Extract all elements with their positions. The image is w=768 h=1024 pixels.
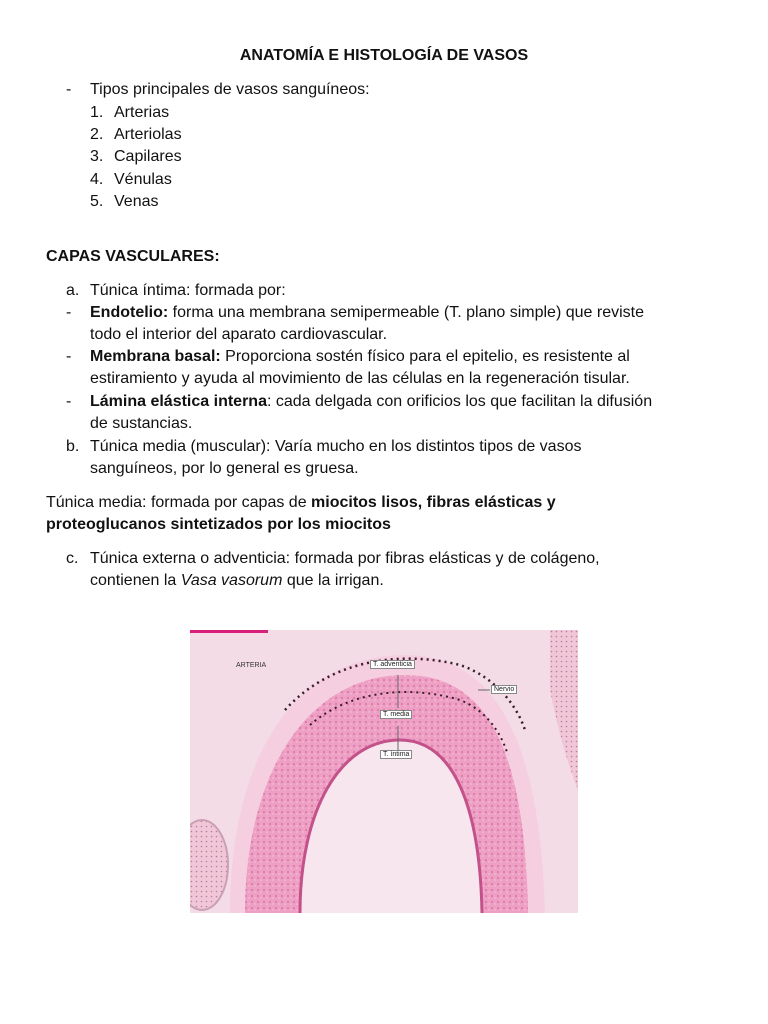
list-dash: - xyxy=(66,348,72,365)
vessel-type-item: Capilares xyxy=(114,148,182,165)
intima-item-membrana-basal xyxy=(90,346,630,368)
label-arteria: ARTERIA xyxy=(236,662,267,669)
label-media: T. media xyxy=(380,710,412,719)
intima-item-continuation: estiramiento y ayuda al movimiento de las células en la regeneración tisular. xyxy=(90,370,630,387)
intima-item-continuation: todo el interior del aparato cardiovascular. xyxy=(90,326,388,343)
intima-item-endotelio xyxy=(90,302,644,324)
externa-text-continuation xyxy=(90,570,384,592)
vessel-type-item: Arterias xyxy=(114,104,170,121)
term: Lámina elástica interna xyxy=(90,393,267,410)
list-marker: b. xyxy=(66,438,80,455)
intima-heading: Túnica íntima: formada por: xyxy=(90,282,286,299)
definition: Proporciona sostén físico para el epitelio, es resistente al xyxy=(220,348,630,365)
definition: : cada delgada con orificios los que facilitan la difusión xyxy=(266,393,653,410)
definition: forma una membrana semipermeable (T. plano simple) que reviste xyxy=(168,304,644,321)
externa-text: Túnica externa o adventicia: formada por fibras elásticas y de colágeno, xyxy=(90,550,600,567)
label-nervio: Nervio xyxy=(491,685,517,694)
paragraph-bold: miocitos lisos, fibras elásticas y xyxy=(311,494,556,511)
label-adventicia: T. adventicia xyxy=(370,660,415,669)
artery-histology-image xyxy=(190,630,578,913)
list-dash: - xyxy=(66,81,72,98)
vessel-type-item: Vénulas xyxy=(114,171,172,188)
media-text-continuation: sanguíneos, por lo general es gruesa. xyxy=(90,460,359,477)
list-dash: - xyxy=(66,393,72,410)
intima-item-continuation: de sustancias. xyxy=(90,415,193,432)
histology-illustration xyxy=(190,630,578,913)
list-number: 2. xyxy=(90,126,104,143)
vessel-type-item: Arteriolas xyxy=(114,126,182,143)
paragraph-text: Túnica media: formada por capas de xyxy=(46,494,312,511)
media-text: Túnica media (muscular): Varía mucho en los distintos tipos de vasos xyxy=(90,438,582,455)
list-dash: - xyxy=(66,304,72,321)
list-number: 5. xyxy=(90,193,104,210)
term: Membrana basal: xyxy=(90,348,221,365)
list-marker: c. xyxy=(66,550,79,567)
text: que la irrigan. xyxy=(282,572,384,589)
page-title: ANATOMÍA E HISTOLOGÍA DE VASOS xyxy=(239,47,529,64)
label-intima: T. íntima xyxy=(380,750,412,759)
list-number: 4. xyxy=(90,171,104,188)
list-marker: a. xyxy=(66,282,80,299)
intro-text: Tipos principales de vasos sanguíneos: xyxy=(90,81,370,98)
list-number: 3. xyxy=(90,148,104,165)
text: contienen la xyxy=(90,572,181,589)
media-paragraph-continuation: proteoglucanos sintetizados por los miocitos xyxy=(46,516,391,533)
section-heading: CAPAS VASCULARES: xyxy=(46,248,220,265)
intima-item-lamina-elastica xyxy=(90,391,652,413)
vessel-type-item: Venas xyxy=(114,193,159,210)
media-paragraph xyxy=(46,492,556,514)
italic-term: Vasa vasorum xyxy=(180,572,283,589)
term: Endotelio: xyxy=(90,304,169,321)
list-number: 1. xyxy=(90,104,104,121)
